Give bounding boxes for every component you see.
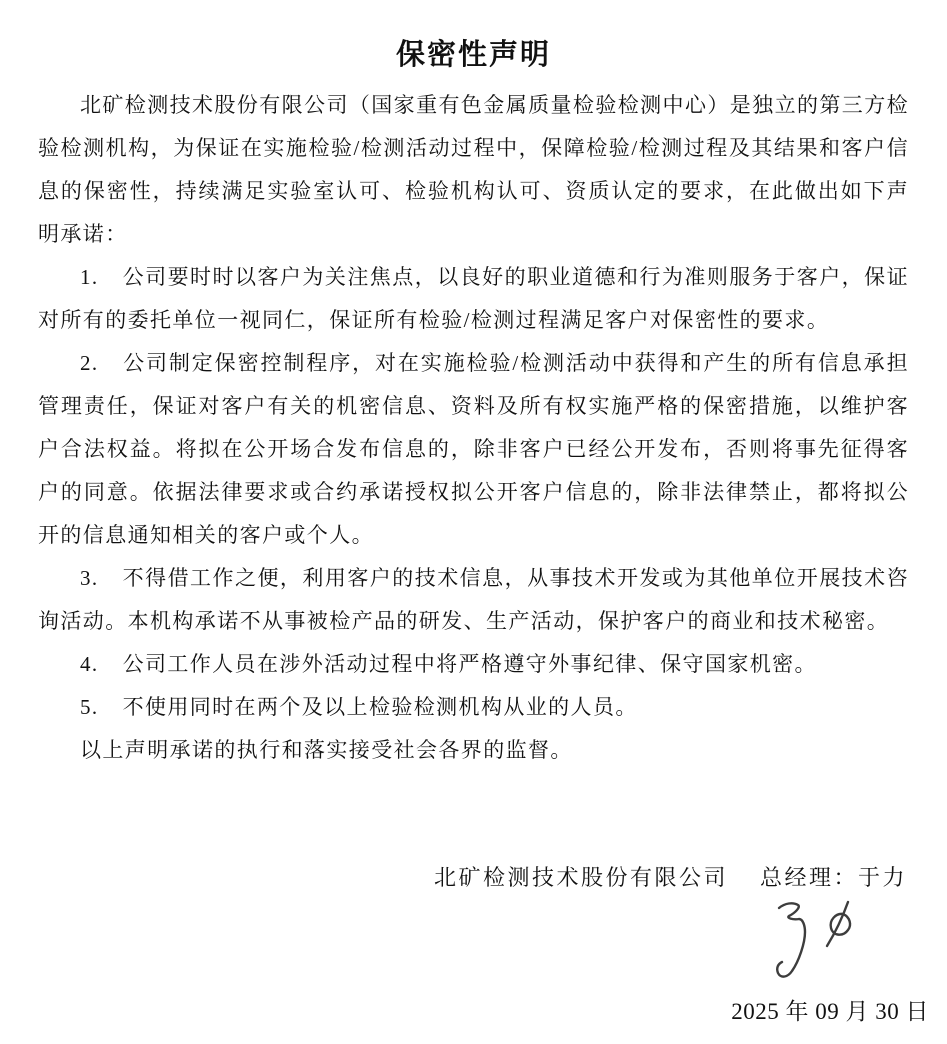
list-item-2 (38, 342, 909, 557)
list-item-3 (38, 557, 909, 643)
company-name: 北矿检测技术股份有限公司 (433, 865, 728, 890)
intro-paragraph: 北矿检测技术股份有限公司（国家重有色金属质量检验检测中心）是独立的第三方检验检测机构，为保证在实施检验/检测活动过程中，保障检验/检测过程及其结果和客户信息的保密性，持续满足实验室认可、检验机构认可、资质认定的要求，在此做出如下声明承诺： (38, 93, 909, 246)
signature-area (38, 894, 909, 998)
date-text: 2025 年 09 月 30 日 (731, 999, 929, 1024)
item-number: 2. (80, 351, 99, 375)
closing-paragraph: 以上声明承诺的执行和落实接受社会各界的监督。 (80, 738, 573, 762)
handwritten-signature-icon (768, 894, 888, 998)
item-number: 1. (80, 265, 99, 289)
signer-role-label: 总经理： (759, 865, 858, 890)
item-number: 5. (80, 695, 99, 719)
list-item-5 (38, 686, 909, 729)
item-text: 公司要时时以客户为关注焦点，以良好的职业道德和行为准则服务于客户，保证对所有的委托单位一视同仁，保证所有检验/检测过程满足客户对保密性的要求。 (38, 265, 909, 332)
signature-line (38, 862, 909, 894)
item-text: 不得借工作之便，利用客户的技术信息，从事技术开发或为其他单位开展技术咨询活动。本机构承诺不从事被检产品的研发、生产活动，保护客户的商业和技术秘密。 (38, 566, 909, 633)
item-text: 公司工作人员在涉外活动过程中将严格遵守外事纪律、保守国家机密。 (122, 652, 817, 676)
signer-name: 于力 (857, 865, 907, 890)
list-item-1 (38, 256, 909, 342)
item-number: 4. (80, 652, 99, 676)
item-text: 公司制定保密控制程序，对在实施检验/检测活动中获得和产生的所有信息承担管理责任，保证对客户有关的机密信息、资料及所有权实施严格的保密措施，以维护客户合法权益。将拟在公开场合发布信息的，除非客户已经公开发布，否则将事先征得客户的同意。依据法律要求或合约承诺授权拟公开客户信息的，除非法律禁止，都将拟公开的信息通知相关的客户或个人。 (38, 351, 909, 547)
document-title: 保密性声明 (395, 39, 551, 71)
item-text: 不使用同时在两个及以上检验检测机构从业的人员。 (122, 695, 638, 719)
list-item-4 (38, 643, 909, 686)
item-number: 3. (80, 566, 99, 590)
